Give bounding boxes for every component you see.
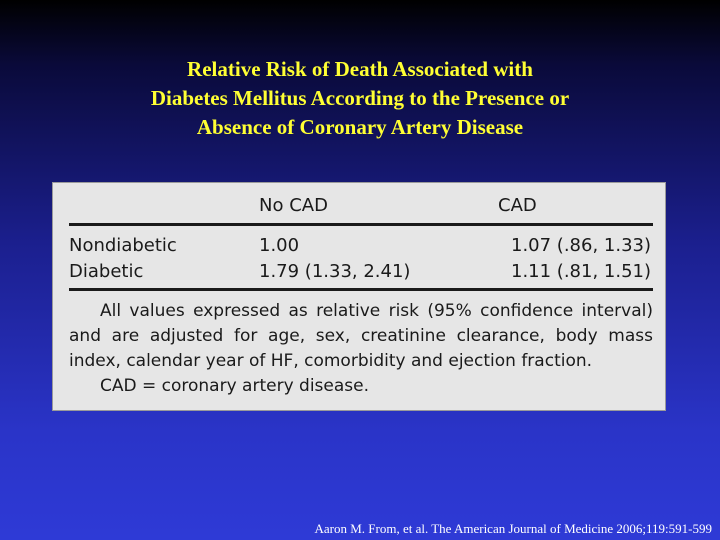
title-line-1: Relative Risk of Death Associated with — [187, 57, 533, 81]
diabetic-no-cad-value: 1.79 (1.33, 2.41) — [259, 261, 411, 282]
footnote-abbreviation: CAD = coronary artery disease. — [100, 376, 370, 396]
nondiabetic-no-cad-value: 1.00 — [259, 235, 300, 256]
title-line-3: Absence of Coronary Artery Disease — [196, 115, 524, 139]
bottom-rule — [69, 288, 653, 291]
header-no-cad: No CAD — [259, 195, 328, 216]
nondiabetic-cad-value: 1.07 (.86, 1.33) — [511, 235, 651, 256]
title-line-2: Diabetes Mellitus According to the Presence or — [150, 86, 570, 110]
source-citation: Aaron M. From, et al. The American Journal of Medicine 2006;119:591-599 — [314, 521, 712, 536]
table-footnote — [69, 299, 653, 399]
slide-title — [0, 55, 720, 142]
row-label-nondiabetic: Nondiabetic — [69, 235, 177, 256]
diabetic-cad-value: 1.11 (.81, 1.51) — [511, 261, 651, 282]
header-cad: CAD — [498, 195, 537, 216]
row-label-diabetic: Diabetic — [69, 261, 144, 282]
results-table-panel — [52, 182, 666, 411]
footnote-values-note: All values expressed as relative risk (95% confidence interval) and are adjusted for age, sex, creatinine clearance, body mass index, calendar year of HF, comorbidity and ejection fraction. — [69, 301, 653, 371]
header-rule — [69, 223, 653, 226]
